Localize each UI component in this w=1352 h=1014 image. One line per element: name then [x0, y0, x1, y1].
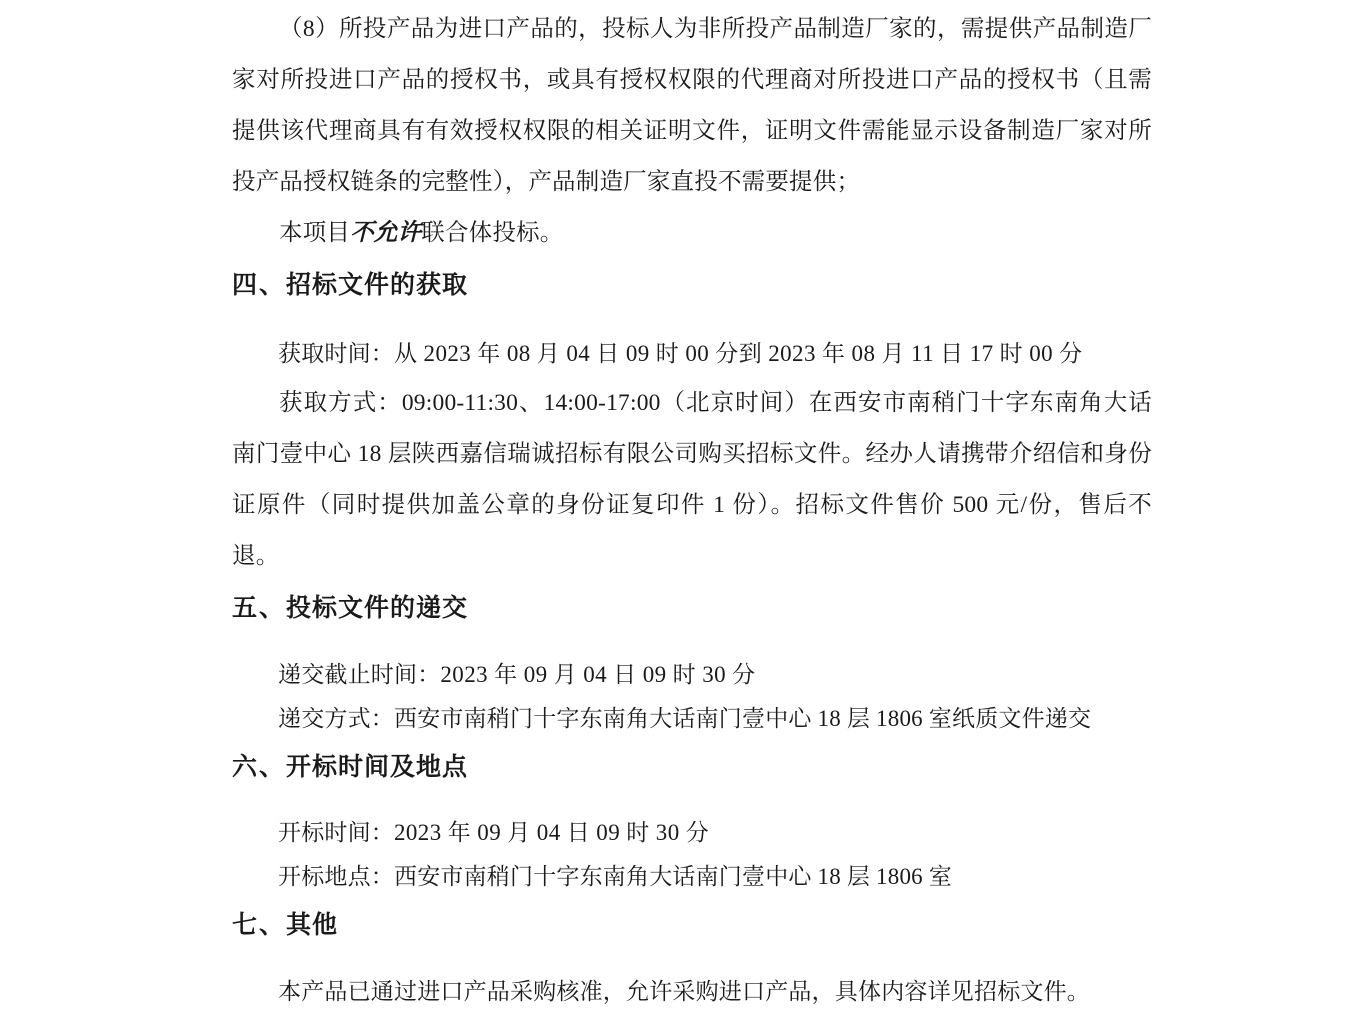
section-number-four: 四、	[232, 271, 287, 299]
item-acquire-method-value: 09:00-11:30、14:00-17:00（北京时间）在西安市南稍门十字东南角大话南门壹中心 18 层陕西嘉信瑞诚招标有限公司购买招标文件。经办人请携带介绍信和身份证原件（同时提供加盖公章的身份证复印件 1 份）。招标文件售价 500 元/份，售后不退。	[232, 389, 1153, 569]
item-submit-deadline-value: 2023 年 09 月 04 日 09 时 30 分	[440, 661, 756, 687]
consortium-suffix: 联合体投标。	[421, 220, 564, 246]
item-open-place-value: 西安市南稍门十字东南角大话南门壹中心 18 层 1806 室	[394, 864, 952, 890]
paragraph-consortium-note	[232, 208, 1152, 259]
item-acquire-time	[232, 330, 1152, 378]
item-open-time-label: 开标时间：	[278, 820, 394, 846]
section-title-seven: 其他	[286, 911, 339, 940]
section-heading-six	[232, 743, 1152, 791]
section-heading-five	[232, 584, 1152, 632]
item-acquire-method	[232, 378, 1152, 582]
section-number-five: 五、	[232, 593, 287, 622]
item-open-place-label: 开标地点：	[278, 864, 394, 890]
item-submit-method-label: 递交方式：	[278, 705, 394, 731]
paragraph-clause-8: （8）所投产品为进口产品的，投标人为非所投产品制造厂家的，需提供产品制造厂家对所投进口产品的授权书，或具有授权权限的代理商对所投进口产品的授权书（且需提供该代理商具有有效授权权限的相关证明文件，证明文件需能显示设备制造厂家对所投产品授权链条的完整性），产品制造厂家直投不需要提供；	[232, 16, 1152, 195]
item-other-note-value: 本产品已通过进口产品采购核准，允许采购进口产品，具体内容详见招标文件。	[278, 979, 1090, 1004]
item-other-note	[232, 970, 1152, 1014]
item-acquire-time-value: 从 2023 年 08 月 04 日 09 时 00 分到 2023 年 08 月 11 日 17 时 00 分	[394, 340, 1083, 366]
section-title-four: 招标文件的获取	[286, 271, 469, 299]
section-number-six: 六、	[232, 752, 287, 781]
section-title-six: 开标时间及地点	[286, 752, 469, 781]
consortium-emphasis: 不允许	[350, 220, 422, 246]
item-submit-method	[232, 697, 1152, 741]
item-submit-deadline	[232, 653, 1152, 697]
item-acquire-method-label: 获取方式：	[279, 389, 402, 416]
section-number-seven: 七、	[232, 911, 287, 940]
document-body	[232, 0, 1152, 1014]
item-open-place	[232, 855, 1152, 899]
consortium-prefix: 本项目	[279, 220, 351, 246]
section-title-five: 投标文件的递交	[286, 593, 469, 622]
item-open-time-value: 2023 年 09 月 04 日 09 时 30 分	[394, 820, 710, 846]
section-heading-four	[232, 261, 1152, 309]
item-submit-method-value: 西安市南稍门十字东南角大话南门壹中心 18 层 1806 室纸质文件递交	[394, 705, 1092, 731]
section-heading-seven	[232, 901, 1152, 949]
item-submit-deadline-label: 递交截止时间：	[278, 661, 441, 687]
item-acquire-time-label: 获取时间：	[278, 340, 394, 366]
item-open-time	[232, 811, 1152, 855]
